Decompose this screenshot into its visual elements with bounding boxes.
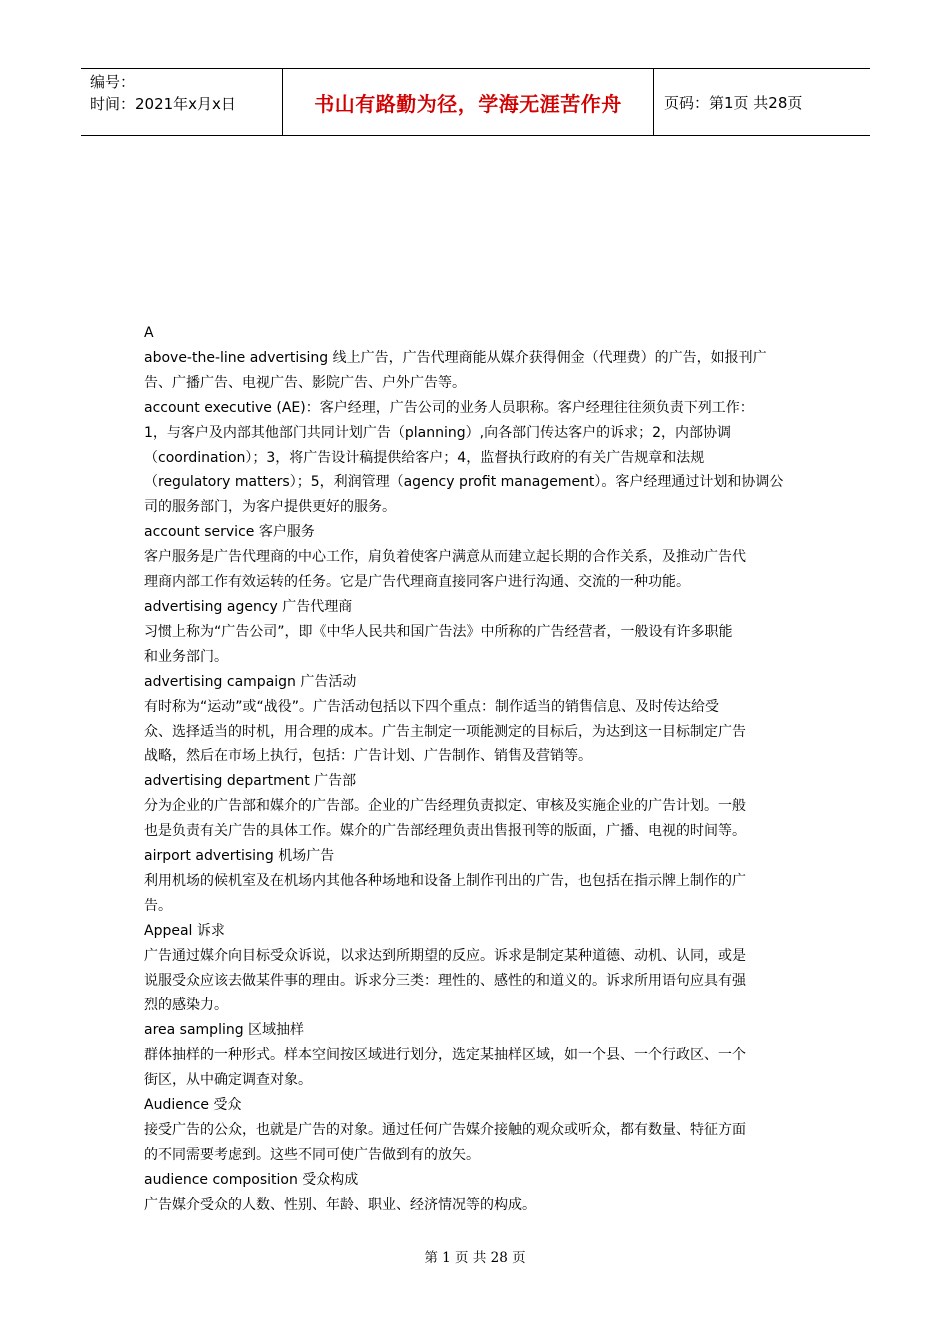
text-line: 和业务部门。	[144, 648, 228, 665]
header-motto-cell	[282, 69, 654, 135]
text-line: （regulatory matters）；5，利润管理（agency profit management）。客户经理通过计划和协调公	[144, 474, 784, 491]
text-line: 分为企业的广告部和媒介的广告部。企业的广告经理负责拟定、审核及实施企业的广告计划。一般	[144, 798, 746, 815]
header-page-cell	[654, 69, 870, 135]
text-line: 群体抽样的一种形式。样本空间按区域进行划分，选定某抽样区域，如一个县、一个行政区、一个	[144, 1047, 746, 1064]
footer-page-number: 第 1 页 共 28 页	[424, 1250, 526, 1266]
text-line: 有时称为“运动”或“战役”。广告活动包括以下四个重点：制作适当的销售信息、及时传达给受	[144, 698, 720, 715]
glossary-content	[144, 321, 808, 1218]
document-header	[81, 68, 870, 136]
text-line: 街区，从中确定调查对象。	[144, 1072, 312, 1089]
text-line: 众、选择适当的时机，用合理的成本。广告主制定一项能测定的目标后，为达到这一目标制定广告	[144, 723, 746, 740]
text-line: 接受广告的公众，也就是广告的对象。通过任何广告媒介接触的观众或听众，都有数量、特征方面	[144, 1122, 746, 1138]
number-label: 编号：	[90, 73, 136, 91]
text-line: 广告媒介受众的人数、性别、年龄、职业、经济情况等的构成。	[144, 1196, 536, 1213]
text-line: 广告通过媒介向目标受众诉说，以求达到所期望的反应。诉求是制定某种道德、动机、认同，或是	[144, 947, 746, 964]
term-heading: airport advertising 机场广告	[144, 848, 335, 865]
term-heading: account service 客户服务	[144, 524, 315, 541]
text-line: 理商内部工作有效运转的任务。它是广告代理商直接同客户进行沟通、交流的一种功能。	[144, 574, 690, 591]
term-heading: advertising campaign 广告活动	[144, 673, 357, 690]
section-letter: A	[144, 325, 154, 341]
term-heading: Audience 受众	[144, 1097, 242, 1114]
page-info: 页码：第1页 共28页	[664, 93, 803, 112]
text-line: 1，与客户及内部其他部门共同计划广告（planning）,向各部门传达客户的诉求；2，内部协调	[144, 424, 732, 441]
text-line: account executive (AE)：客户经理，广告公司的业务人员职称。客户经理往往须负责下列工作：	[144, 399, 754, 416]
term-heading: Appeal 诉求	[144, 922, 225, 939]
text-line: 也是负责有关广告的具体工作。媒介的广告部经理负责出售报刊等的版面，广播、电视的时间等。	[144, 823, 746, 840]
text-line: above-the-line advertising 线上广告，广告代理商能从媒介获得佣金（代理费）的广告，如报刊广	[144, 349, 767, 366]
text-line: 习惯上称为“广告公司”，即《中华人民共和国广告法》中所称的广告经营者，一般设有许多职能	[144, 623, 733, 640]
term-heading: area sampling 区域抽样	[144, 1022, 305, 1039]
text-line: 说服受众应该去做某件事的理由。诉求分三类：理性的、感性的和道义的。诉求所用语句应具有强	[144, 972, 746, 989]
term-heading: advertising department 广告部	[144, 773, 357, 790]
text-line: 利用机场的候机室及在机场内其他各种场地和设备上制作刊出的广告，也包括在指示牌上制作的广	[144, 872, 746, 889]
text-line: 战略，然后在市场上执行，包括：广告计划、广告制作、销售及营销等。	[144, 748, 592, 765]
text-line: （coordination）；3，将广告设计稿提供给客户；4，监督执行政府的有关广告规章和法规	[144, 449, 705, 466]
text-line: 告。	[144, 897, 172, 914]
date-label: 时间：2021年x月x日	[90, 95, 236, 113]
motto-text: 书山有路勤为径，学海无涯苦作舟	[314, 91, 622, 116]
header-meta-cell	[81, 69, 282, 135]
text-line: 司的服务部门，为客户提供更好的服务。	[144, 499, 396, 516]
text-line: 烈的感染力。	[144, 997, 228, 1014]
text-line: 客户服务是广告代理商的中心工作，肩负着使客户满意从而建立起长期的合作关系，及推动广告代	[144, 549, 746, 566]
term-heading: audience composition 受众构成	[144, 1171, 359, 1188]
term-heading: advertising agency 广告代理商	[144, 598, 353, 615]
page-footer	[0, 1246, 950, 1266]
text-line: 告、广播广告、电视广告、影院广告、户外广告等。	[144, 374, 466, 391]
text-line: 的不同需要考虑到。这些不同可使广告做到有的放矢。	[144, 1146, 480, 1163]
